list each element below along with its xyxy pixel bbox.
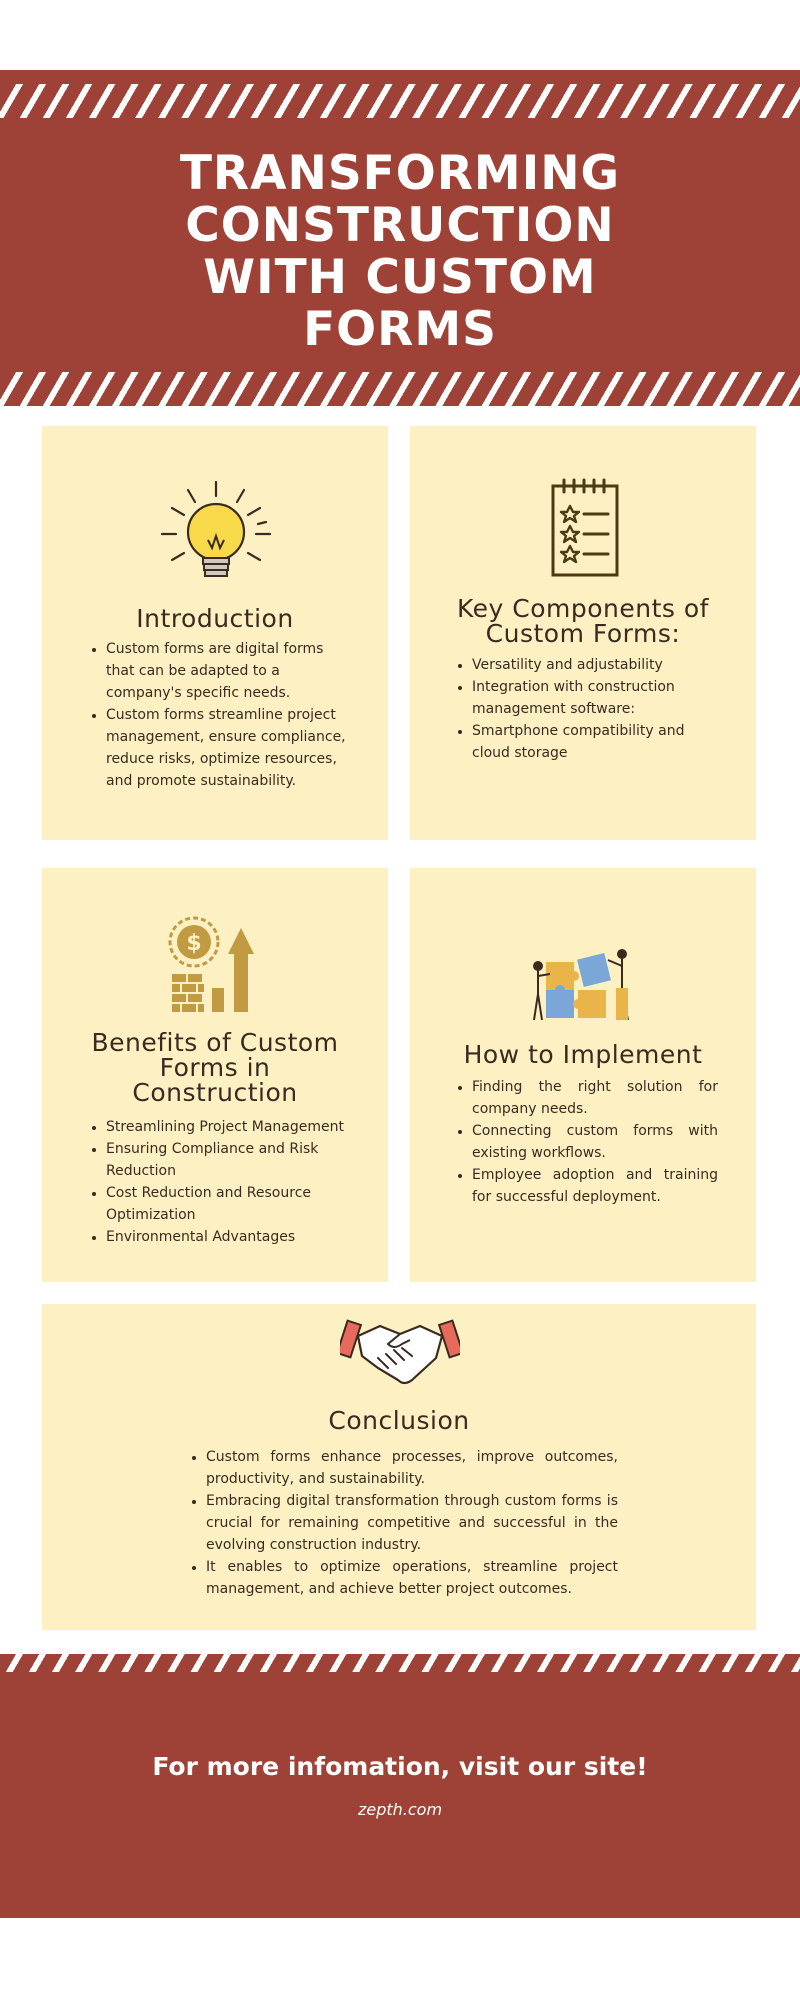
header-stripes-bottom — [0, 372, 800, 406]
list-item: Cost Reduction and Resource Optimization — [90, 1182, 360, 1226]
list-item: Employee adoption and training for successful deployment. — [456, 1164, 718, 1208]
page-title: TRANSFORMING CONSTRUCTION WITH CUSTOM FORMS — [179, 146, 621, 357]
section-list — [456, 654, 716, 764]
section-title: Benefits of Custom Forms in Construction — [91, 1028, 339, 1107]
list-item: Embracing digital transformation through custom forms is crucial for remaining competitive and successful in the evolving construction industry. — [190, 1490, 618, 1556]
puzzle-team-icon — [528, 944, 640, 1022]
list-item: It enables to optimize operations, streamline project management, and achieve better project outcomes. — [190, 1556, 618, 1600]
card-conclusion — [42, 1304, 756, 1630]
list-item: Streamlining Project Management — [90, 1116, 360, 1138]
section-list — [456, 1076, 718, 1208]
checklist-notepad-icon — [550, 478, 620, 578]
section-list — [190, 1446, 618, 1600]
card-how-to-implement — [410, 868, 756, 1282]
svg-text:$: $ — [186, 931, 202, 956]
list-item: Smartphone compatibility and cloud storage — [456, 720, 716, 764]
list-item: Connecting custom forms with existing workflows. — [456, 1120, 718, 1164]
section-title: How to Implement — [463, 1040, 703, 1069]
list-item: Custom forms enhance processes, improve outcomes, productivity, and sustainability. — [190, 1446, 618, 1490]
money-growth-icon — [168, 916, 268, 1016]
list-item: Integration with construction management software: — [456, 676, 716, 720]
footer-site-link[interactable]: zepth.com — [357, 1800, 443, 1819]
card-introduction — [42, 426, 388, 840]
card-key-components — [410, 426, 756, 840]
list-item: Custom forms streamline project management, ensure compliance, reduce risks, optimize resources, and promote sustainability. — [90, 704, 350, 792]
section-title: Key Components of Custom Forms: — [457, 594, 709, 648]
section-list — [90, 1116, 360, 1248]
footer-banner — [0, 1654, 800, 1918]
list-item: Custom forms are digital forms that can be adapted to a company's specific needs. — [90, 638, 350, 704]
footer-call-to-action: For more infomation, visit our site! — [152, 1752, 648, 1781]
footer-stripes — [0, 1654, 800, 1672]
card-benefits — [42, 868, 388, 1282]
handshake-icon — [340, 1312, 460, 1388]
list-item: Finding the right solution for company needs. — [456, 1076, 718, 1120]
section-title: Conclusion — [328, 1406, 470, 1435]
section-list — [90, 638, 350, 792]
lightbulb-icon — [158, 478, 274, 588]
list-item: Versatility and adjustability — [456, 654, 716, 676]
list-item: Environmental Advantages — [90, 1226, 360, 1248]
list-item: Ensuring Compliance and Risk Reduction — [90, 1138, 360, 1182]
header-stripes-top — [0, 84, 800, 118]
section-title: Introduction — [136, 604, 294, 633]
